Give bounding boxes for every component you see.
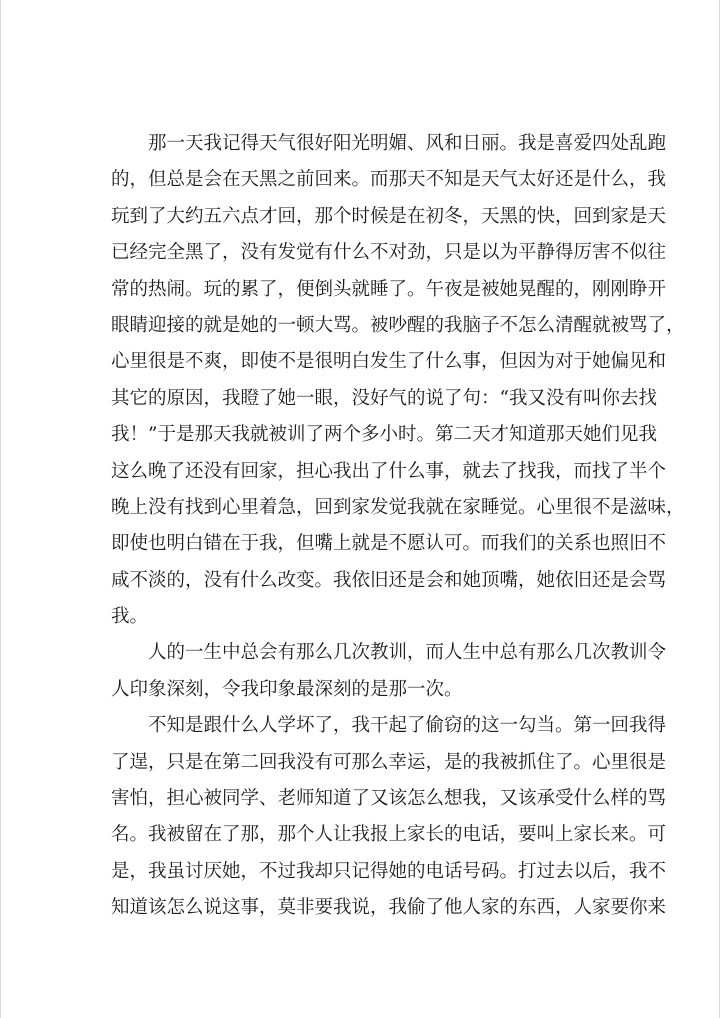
text-line: 其它的原因，我瞪了她一眼，没好气的说了句：“我又没有叫你去找: [111, 387, 657, 409]
text-body: [111, 126, 685, 927]
text-line: 心里很是不爽，即使不是很明白发生了什么事，但因为对于她偏见和: [111, 351, 667, 373]
text-line: 即使也明白错在于我，但嘴上就是不愿认可。而我们的关系也照旧不: [111, 533, 667, 555]
text-line: 常的热闹。玩的累了，便倒头就睡了。午夜是被她晃醒的，刚刚睁开: [111, 278, 667, 300]
paragraph-2: [111, 635, 667, 708]
text-line: 了逞，只是在第二回我没有可那么幸运，是的我被抓住了。心里很是: [111, 751, 667, 773]
text-line: 晚上没有找到心里着急，回到家发觉我就在家睡觉。心里很不是滋味，: [111, 496, 685, 518]
paragraph-3: [111, 708, 667, 926]
text-line: 那一天我记得天气很好阳光明媚、风和日丽。我是喜爱四处乱跑: [148, 133, 667, 154]
text-line: 知道该怎么说这事，莫非要我说，我偷了他人家的东西，人家要你来: [111, 897, 667, 919]
text-line: 的，但总是会在天黑之前回来。而那天不知是天气太好还是什么，我: [111, 169, 667, 191]
text-line: 玩到了大约五六点才回，那个时候是在初冬，天黑的快，回到家是天: [111, 205, 667, 227]
text-line: 害怕，担心被同学、老师知道了又该怎么想我，又该承受什么样的骂: [111, 788, 667, 810]
text-line: 我。: [111, 606, 149, 628]
text-line: 这么晚了还没有回家，担心我出了什么事，就去了找我，而找了半个: [111, 460, 667, 482]
text-line: 眼睛迎接的就是她的一顿大骂。被吵醒的我脑子不怎么清醒就被骂了，: [111, 314, 685, 336]
paragraph-1: [111, 126, 685, 635]
text-line: 我！”于是那天我就被训了两个多小时。第二天才知道那天她们见我: [111, 424, 657, 446]
text-line: 咸不淡的，没有什么改变。我依旧还是会和她顶嘴，她依旧还是会骂: [111, 569, 667, 591]
text-line: 名。我被留在了那，那个人让我报上家长的电话，要叫上家长来。可: [111, 824, 667, 846]
text-line: 人的一生中总会有那么几次教训，而人生中总有那么几次教训令: [148, 642, 667, 664]
text-line: 是，我虽讨厌她，不过我却只记得她的电话号码。打过去以后，我不: [111, 860, 667, 882]
text-line: 人印象深刻，令我印象最深刻的是那一次。: [111, 678, 463, 700]
text-line: 已经完全黑了，没有发觉有什么不对劲，只是以为平静得厉害不似往: [111, 242, 667, 264]
text-line: 不知是跟什么人学坏了，我干起了偷窃的这一勾当。第一回我得: [148, 715, 667, 737]
